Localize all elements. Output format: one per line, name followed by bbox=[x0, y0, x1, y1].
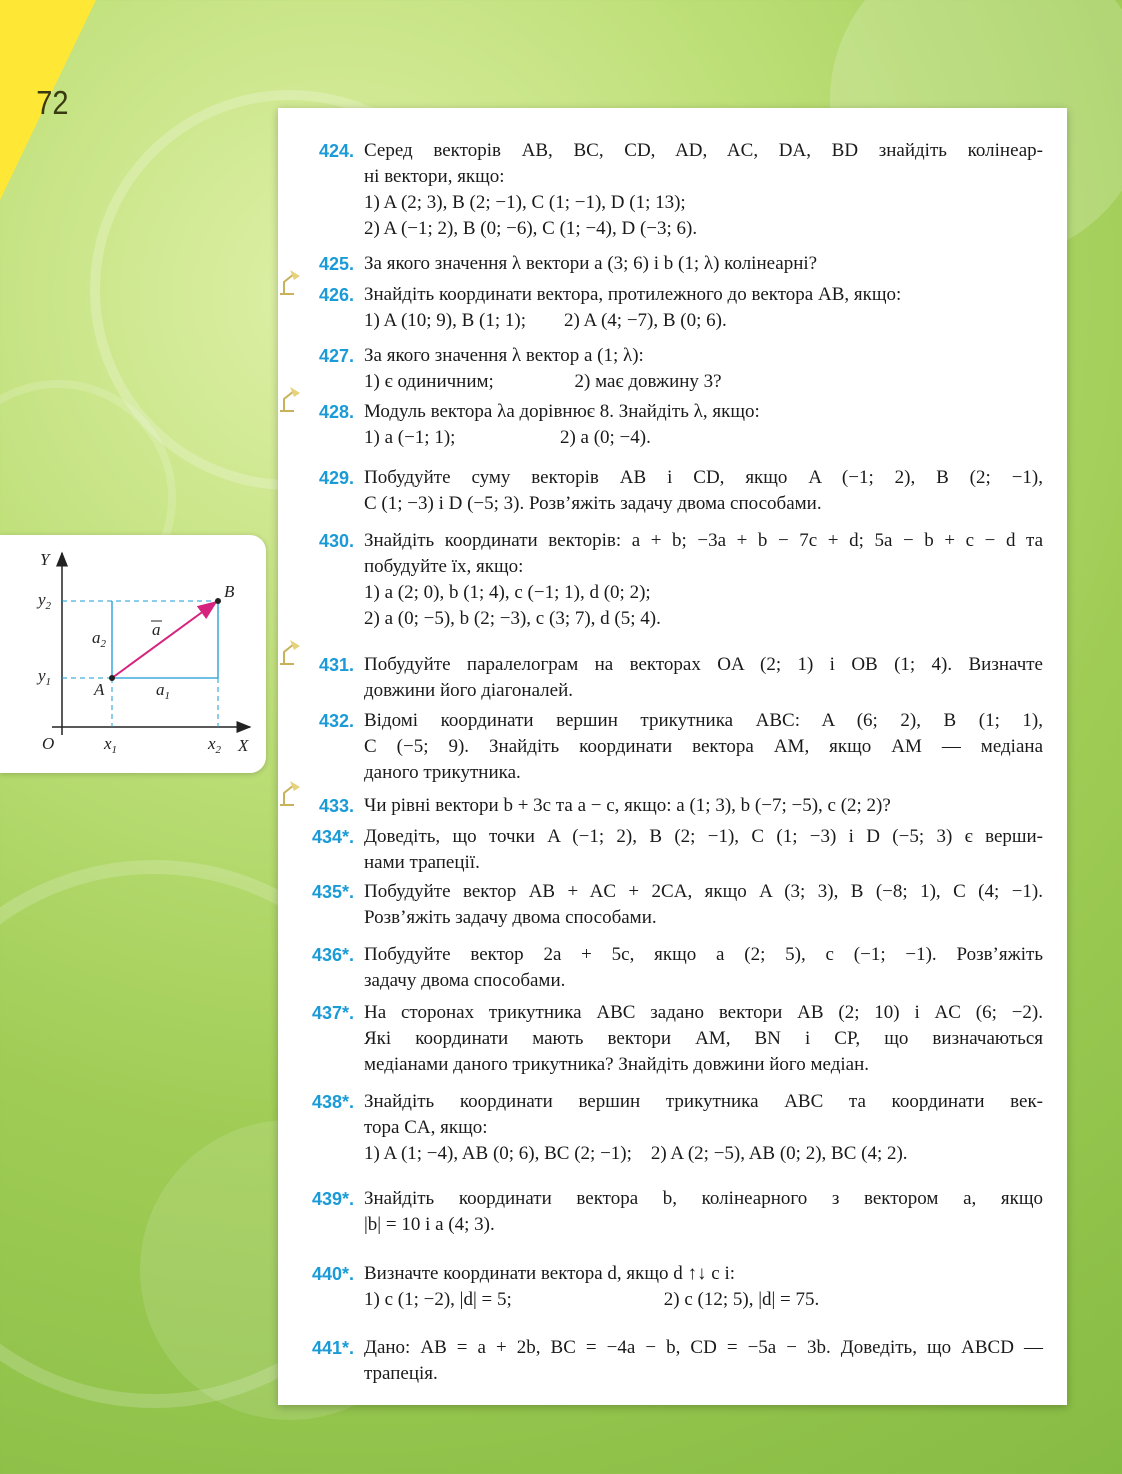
point-b-dot bbox=[215, 598, 221, 604]
problem-number: 436*. bbox=[311, 945, 354, 965]
exercise-panel bbox=[278, 108, 1067, 1405]
y2-label: $y_2$ bbox=[38, 590, 52, 612]
problem-text: Знайдіть координати вектора, протилежного до вектора AB, якщо: 1) A (10; 9), B (1; 1); 2) A (4; −7), B (0; 6). bbox=[364, 284, 902, 331]
point-a-label: A bbox=[94, 680, 105, 699]
problem-number: 434*. bbox=[311, 827, 354, 847]
problem-text: Доведіть, що точки A (−1; 2), B (2; −1), C (1; −3) і D (−5; 3) є верши- нами трапеції. bbox=[364, 826, 1043, 873]
problem-number: 441*. bbox=[311, 1338, 354, 1358]
problem-number: 440*. bbox=[311, 1264, 354, 1284]
problem-text: За якого значення λ вектори a (3; 6) і b (1; λ) колінеарні? bbox=[364, 253, 818, 274]
problem-number: 428. bbox=[318, 402, 354, 422]
problem-text: Дано: AB = a + 2b, BC = −4a − b, CD = −5a − 3b. Доведіть, що ABCD — трапеція. bbox=[364, 1337, 1043, 1384]
a2-label: $a_2$ bbox=[92, 628, 106, 650]
problem-number: 432. bbox=[318, 711, 354, 731]
page-number: 72 bbox=[36, 84, 69, 121]
problem-number: 427. bbox=[318, 346, 354, 366]
problem-text: Побудуйте суму векторів AB і CD, якщо A (−1; 2), B (2; −1), C (1; −3) і D (−5; 3). Розв’яжіть задачу двома способами. bbox=[364, 467, 1043, 514]
vector-a bbox=[112, 602, 216, 678]
problem-number: 433. bbox=[318, 796, 354, 816]
problem-text: На сторонах трикутника ABC задано вектори AB (2; 10) і AC (6; −2). Які координати мають вектори AM, BN і CP, що визначаються медіанами даного трикутника? Знайдіть довжини його медіан. bbox=[364, 1002, 1043, 1075]
problem-number: 439*. bbox=[311, 1189, 354, 1209]
x1-label: $x_1$ bbox=[104, 734, 118, 756]
problem-text: Знайдіть координати вершин трикутника ABC та координати век- тора CA, якщо: 1) A (1; −4), AB (0; 6), BC (2; −1); 2) A (2; −5), AB (0; 2), BC (4; 2). bbox=[364, 1091, 1043, 1164]
coordinate-diagram bbox=[0, 535, 266, 773]
problem-text: Відомі координати вершин трикутника ABC: A (6; 2), B (1; 1), C (−5; 9). Знайдіть координати вектора AM, якщо AM — медіана даного трикутника. bbox=[364, 710, 1043, 783]
problem-text: Побудуйте паралелограм на векторах OA (2; 1) і OB (1; 4). Визначте довжини його діагоналей. bbox=[364, 654, 1043, 701]
x2-label: $x_2$ bbox=[208, 734, 222, 756]
problem-number: 435*. bbox=[311, 882, 354, 902]
problem-number: 437*. bbox=[311, 1003, 354, 1023]
problem-text: Чи рівні вектори b + 3c та a − c, якщо: a (1; 3), b (−7; −5), c (2; 2)? bbox=[364, 795, 891, 816]
problem-number: 424. bbox=[318, 141, 354, 161]
problem-number: 438*. bbox=[311, 1092, 354, 1112]
problem-number: 426. bbox=[318, 285, 354, 305]
point-a-dot bbox=[109, 675, 115, 681]
point-b-label: B bbox=[224, 582, 235, 601]
problem-number: 425. bbox=[318, 254, 354, 274]
problem-text: Серед векторів AB, BC, CD, AD, AC, DA, BD знайдіть колінеар- ні вектори, якщо: 1) A (2; 3), B (2; −1), C (1; −1), D (1; 13); 2) A (−1; 2), B (0; −6), C (1; −4), D (−3; 6). bbox=[364, 140, 1043, 239]
y-axis-label: Y bbox=[40, 550, 50, 569]
origin-label: O bbox=[42, 734, 55, 753]
problem-number: 431. bbox=[318, 655, 354, 675]
problem-number: 429. bbox=[318, 468, 354, 488]
problem-text: Знайдіть координати вектора b, колінеарного з вектором a, якщо |b| = 10 і a (4; 3). bbox=[364, 1188, 1043, 1235]
problem-text: Знайдіть координати векторів: a + b; −3a + b − 7c + d; 5a − b + c − d та побудуйте їх, якщо: 1) a (2; 0), b (1; 4), c (−1; 1), d (0; 2); 2) a (0; −5), b (2; −3), c (3; 7), d (5; 4). bbox=[364, 530, 1043, 629]
problem-text: Побудуйте вектор AB + AC + 2CA, якщо A (3; 3), B (−8; 1), C (4; −1). Розв’яжіть задачу двома способами. bbox=[364, 881, 1043, 928]
y1-label: $y_1$ bbox=[38, 666, 52, 688]
problem-text: Визначте координати вектора d, якщо d ↑↓ c і: 1) c (1; −2), |d| = 5; 2) c (12; 5), |d| = 75. bbox=[364, 1263, 820, 1310]
a1-label: $a_1$ bbox=[156, 680, 170, 702]
problem-text: Побудуйте вектор 2a + 5c, якщо a (2; 5), c (−1; −1). Розв’яжіть задачу двома способами. bbox=[364, 944, 1043, 991]
problem-text: За якого значення λ вектор a (1; λ): 1) є одиничним; 2) має довжину 3? bbox=[364, 345, 722, 392]
problem-number: 430. bbox=[318, 531, 354, 551]
vector-a-label: a bbox=[152, 620, 161, 639]
problem-text: Модуль вектора λa дорівнює 8. Знайдіть λ, якщо: 1) a (−1; 1); 2) a (0; −4). bbox=[364, 401, 760, 448]
coordinate-figure bbox=[0, 535, 266, 773]
x-axis-label: X bbox=[238, 736, 249, 755]
